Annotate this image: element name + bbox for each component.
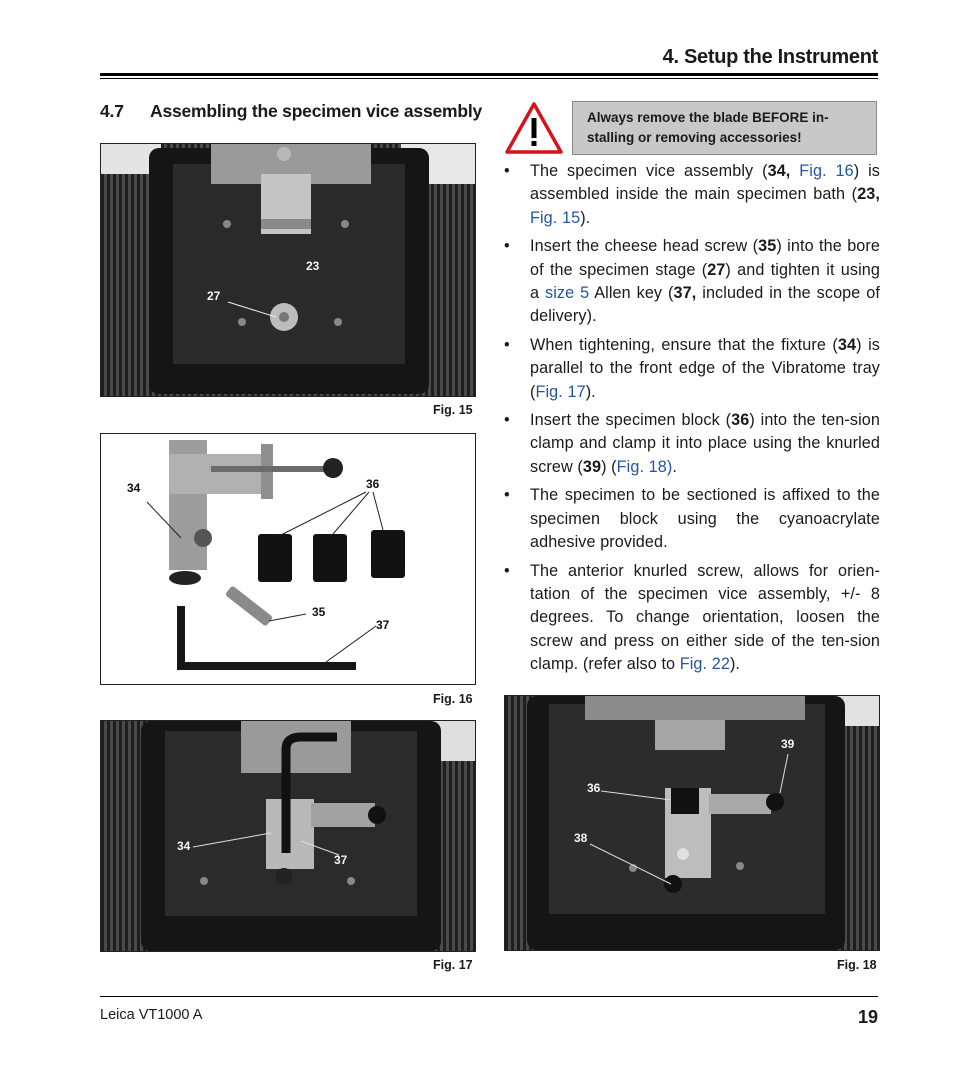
bullet-icon: • bbox=[504, 561, 510, 580]
figure-link[interactable]: Fig. 16 bbox=[799, 162, 854, 180]
instruction-item bbox=[504, 409, 880, 479]
instruction-list bbox=[504, 160, 880, 682]
figure-17-photo bbox=[100, 720, 476, 952]
instruction-item bbox=[504, 235, 880, 329]
figure-link[interactable]: Fig. 17 bbox=[535, 382, 586, 401]
figure-18-photo bbox=[504, 695, 880, 951]
bold-reference: 23, bbox=[857, 185, 880, 204]
instruction-text: ). bbox=[585, 382, 596, 401]
instruction-text: ) into the bore of the specimen stage ( bbox=[530, 237, 880, 279]
instruction-item bbox=[504, 484, 880, 554]
warning-box: Always remove the blade BEFORE in-stalling or removing accessories! bbox=[572, 101, 877, 155]
footer-rule bbox=[100, 996, 878, 997]
figure-link[interactable]: size 5 bbox=[545, 284, 590, 303]
bullet-icon: • bbox=[504, 411, 510, 430]
callout-34: 34 bbox=[127, 481, 141, 495]
bold-reference: 37, bbox=[673, 284, 697, 303]
bullet-icon: • bbox=[504, 237, 510, 256]
instruction-item bbox=[504, 560, 880, 677]
warning-triangle-icon bbox=[505, 101, 563, 160]
instruction-text: Insert the specimen block ( bbox=[530, 411, 732, 430]
bold-reference: 39 bbox=[582, 457, 602, 476]
bold-reference: 27 bbox=[707, 260, 726, 279]
instruction-text: ) is parallel to the front edge of the Vibratome tray ( bbox=[530, 335, 880, 401]
header-rule bbox=[100, 73, 878, 76]
instruction-text: The specimen vice assembly ( bbox=[530, 162, 768, 180]
bold-reference: 36 bbox=[731, 411, 750, 430]
figure-15-caption: Fig. 15 bbox=[433, 403, 473, 417]
bullet-icon: • bbox=[504, 486, 510, 505]
chapter-title: 4. Setup the Instrument bbox=[662, 46, 878, 68]
callout-35: 35 bbox=[312, 605, 326, 619]
instruction-text: The anterior knurled screw, allows for orien-tation of the specimen vice assembly, +/- 8 degrees. To change orientation, loosen the screw and press on either side of the ten-sion clamp. (refer also to bbox=[530, 561, 880, 674]
bullet-icon: • bbox=[504, 162, 510, 180]
bullet-icon: • bbox=[504, 335, 510, 354]
callout-38: 38 bbox=[574, 831, 588, 845]
callout-36: 36 bbox=[366, 477, 380, 491]
figure-16-caption: Fig. 16 bbox=[433, 692, 473, 706]
instruction-text bbox=[790, 162, 799, 180]
instruction-text: ). bbox=[729, 655, 741, 674]
instruction-text: ) and tighten it using a bbox=[530, 260, 881, 303]
callout-37: 37 bbox=[376, 618, 390, 632]
figure-link[interactable]: Fig. 15 bbox=[530, 208, 581, 227]
bold-reference: 34, bbox=[767, 162, 791, 180]
instruction-text: Insert the cheese head screw ( bbox=[530, 237, 759, 256]
instruction-text: The specimen to be sectioned is affixed to the specimen block using the cyanoacrylate adhesive provided. bbox=[530, 486, 880, 552]
instruction-text: ) into the ten-sion clamp and clamp it into place using the knurled screw ( bbox=[530, 411, 880, 476]
figure-link[interactable]: Fig. 18) bbox=[616, 457, 673, 476]
callout-37: 37 bbox=[334, 853, 348, 867]
section-number: 4.7 bbox=[100, 101, 124, 121]
section-heading bbox=[100, 101, 482, 122]
page-number: 19 bbox=[857, 1007, 878, 1027]
footer-product: Leica VT1000 A bbox=[100, 1007, 203, 1023]
figure-18-caption: Fig. 18 bbox=[837, 958, 877, 972]
instruction-text: included in the scope of delivery). bbox=[530, 284, 880, 326]
section-title: Assembling the specimen vice assembly bbox=[150, 101, 483, 121]
instruction-text: ) ( bbox=[601, 457, 617, 476]
instruction-item bbox=[504, 334, 880, 404]
instruction-text: When tightening, ensure that the fixture ( bbox=[530, 335, 838, 354]
bold-reference: 34 bbox=[837, 335, 857, 354]
bold-reference: 35 bbox=[758, 237, 777, 256]
callout-27: 27 bbox=[207, 289, 221, 303]
instruction-text: ). bbox=[580, 208, 591, 227]
instruction-text: . bbox=[672, 457, 677, 476]
figure-16-photo bbox=[100, 433, 476, 685]
header-rule-thin bbox=[100, 78, 878, 79]
figure-17-caption: Fig. 17 bbox=[433, 958, 473, 972]
callout-23: 23 bbox=[306, 259, 320, 273]
callout-39: 39 bbox=[781, 737, 795, 751]
instruction-text: Allen key ( bbox=[589, 284, 674, 303]
callout-36: 36 bbox=[587, 781, 601, 795]
instruction-item bbox=[504, 160, 880, 230]
figure-link[interactable]: Fig. 22 bbox=[679, 655, 730, 674]
instruction-text: ) is assembled inside the main specimen bath ( bbox=[530, 162, 880, 204]
callout-34: 34 bbox=[177, 839, 191, 853]
figure-15-photo bbox=[100, 143, 476, 397]
